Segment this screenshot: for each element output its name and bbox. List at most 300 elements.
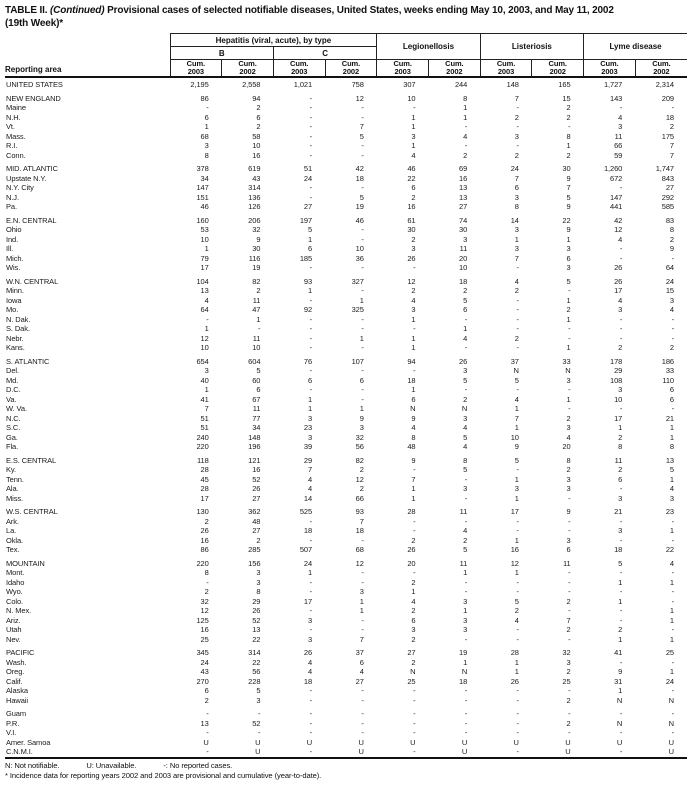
cell-value: 6 [204,112,209,122]
row-label: Conn. [6,150,26,160]
cell-value: - [309,366,313,375]
cell-value: U [222,747,274,758]
cell-value: 3 [308,413,313,423]
cell-value: 2 [618,625,623,634]
cell-value: 1 [669,667,674,676]
cell-value: 758 [351,80,364,89]
cell-value: 186 [661,356,674,366]
cell-value: 26 [510,676,519,686]
row-label: Ariz. [6,615,21,625]
cell-value: 4 [618,234,623,244]
cell-value: - [413,718,416,728]
cell-value: 4 [204,295,209,305]
cell-value: 244 [454,80,468,89]
cell-value: 34 [200,173,209,183]
table-row [5,475,687,485]
cell-value: 3 [256,695,261,705]
cell-value: - [619,709,623,718]
table-row [5,423,687,433]
cell-value: 5 [359,131,364,141]
cell-value: - [361,103,364,112]
table-row [5,113,687,123]
cell-value: 11 [614,455,623,465]
cell-value: 22 [407,173,416,183]
table-row [5,174,687,184]
row-label: NEW ENGLAND [6,93,61,103]
cell-value: - [361,225,364,234]
row-label: MID. ATLANTIC [6,164,58,173]
cell-value: 285 [248,545,261,554]
cell-value: 6 [566,545,571,554]
cell-value: - [361,263,364,272]
table-row [5,747,687,758]
row-label: Ind. [6,234,19,244]
row-label: Wash. [6,657,27,667]
cell-value: - [361,324,364,333]
row-label: N.J. [6,192,19,202]
cell-value: N [513,366,519,375]
cell-value: 26 [252,484,261,493]
cell-value: - [619,568,623,577]
table-row [5,286,687,296]
cell-value: 24 [303,558,313,568]
region-row [5,507,687,517]
cell-value: 220 [196,558,209,568]
cell-value: 16 [459,173,468,183]
cell-value: - [568,606,571,615]
cell-value: 22 [562,215,571,225]
table-row [5,225,687,235]
cell-value: - [309,709,313,718]
table-row [5,141,687,151]
cell-value: - [361,112,364,122]
cell-value: 1 [669,474,674,484]
cell-value: - [464,493,468,503]
cell-value: 2 [669,122,674,131]
cell-value: 7 [514,173,519,183]
cell-value: 1 [618,634,623,644]
cell-value: U [635,747,687,758]
row-label: Kans. [6,343,25,352]
cell-value: 19 [459,648,468,657]
cell-value: - [568,587,571,596]
cell-value: - [206,314,209,324]
cell-value: - [619,535,623,545]
table-row [5,719,687,729]
cell-value: - [568,634,571,644]
cell-value: - [568,286,571,295]
cell-value: 52 [252,718,261,728]
row-label: S. Dak. [6,324,30,333]
row-label: Vt. [6,122,15,131]
cell-value: 26 [407,545,416,554]
cell-value: - [619,183,623,192]
cell-value: 6 [411,183,416,192]
cell-value: - [377,747,429,758]
cell-value: - [568,516,571,526]
cell-value: 6 [204,686,209,695]
cell-value: 22 [252,634,261,644]
cell-value: U [203,737,209,747]
cell-value: 1 [411,493,416,503]
cell-value: 2 [256,286,261,295]
cell-value: 7 [669,141,674,150]
row-label: V.I. [6,728,17,737]
cell-value: 8 [566,131,571,141]
table-header [5,34,687,78]
cell-value: 56 [355,442,364,451]
lyme-disease-header: Lyme disease [584,34,687,60]
cell-value: - [516,718,519,728]
cell-value: - [516,625,519,634]
cell-value: U [513,737,519,747]
row-label: Colo. [6,596,24,606]
cell-value: 32 [200,596,209,606]
table-row [5,494,687,504]
cell-value: - [568,385,571,394]
cell-value: 43 [252,173,261,183]
cell-value: 1 [618,596,623,606]
cell-value: 2,195 [190,80,209,89]
cell-value: 9 [411,455,416,465]
cell-value: 1 [669,606,674,615]
cell-value: - [309,183,313,192]
cell-value: 1 [308,286,313,295]
cell-value: 4 [411,423,416,432]
table-row [5,696,687,706]
table-row [5,244,687,254]
cell-value: - [361,615,364,625]
cell-value: - [671,686,674,695]
cell-value: - [619,103,623,112]
cell-value: 6 [411,615,416,625]
cell-value: - [309,333,313,343]
cell-value: 32 [252,225,261,234]
cell-value: 197 [299,215,313,225]
cell-value: 143 [610,93,623,103]
cell-value: 28 [200,465,209,474]
cell-value: 13 [459,183,468,192]
cell-value: 619 [248,164,261,173]
legend-no-reported-cases: -: No reported cases. [163,760,233,770]
cell-value: 6 [514,183,519,192]
cell-value: 1 [669,423,674,432]
cell-value: 16 [510,545,519,554]
cell-value: 18 [355,173,364,183]
row-label: W.N. CENTRAL [6,276,59,286]
cell-value: - [568,526,571,535]
cell-value: 1 [566,343,571,352]
cell-value: 8 [256,587,261,596]
cell-value: - [413,465,416,474]
cell-value: 1 [566,141,571,150]
cell-value: 18 [459,676,468,686]
cell-value: - [413,695,416,705]
cell-value: 13 [252,625,261,634]
cell-value: 327 [351,276,364,286]
cell-value: 1 [514,474,519,484]
table-row [5,324,687,334]
cell-value: 3 [359,587,364,596]
table-row [5,193,687,203]
cell-value: 11 [252,333,261,343]
cell-value: 240 [196,432,209,442]
cell-value: 1 [514,667,519,676]
cell-value: 126 [248,202,261,211]
cell-value: - [671,516,674,526]
cell-value: - [309,577,313,587]
cell-value: - [619,484,623,493]
legionellosis-header: Legionellosis [377,34,480,60]
cell-value: 1 [463,324,468,333]
hep-c-cum-2002-header: Cum. 2002 [325,60,377,78]
row-label: D.C. [6,385,21,394]
cell-value: 3 [566,244,571,253]
hep-b-header: B [170,47,273,60]
cell-value: 2 [566,413,571,423]
cell-value: 26 [614,263,623,272]
cell-value: 1 [256,314,261,324]
cell-value: - [671,596,674,606]
cell-value: 3 [308,432,313,442]
cell-value: - [413,526,416,535]
cell-value: - [413,324,416,333]
cell-value: 1 [566,394,571,404]
cell-value: 12 [510,558,519,568]
cell-value: 52 [252,615,261,625]
cell-value: 5 [514,375,519,385]
cell-value: 9 [566,202,571,211]
cell-value: 4 [308,657,313,667]
cell-value: 8 [669,442,674,451]
cell-value: 2 [411,192,416,202]
cell-value: N [461,404,468,413]
cell-value: 43 [200,667,209,676]
cell-value: 41 [614,648,623,657]
cell-value: - [309,728,313,737]
cell-value: 9 [514,442,519,451]
cell-value: - [619,615,623,625]
cell-value: - [464,587,468,596]
cell-value: 2 [566,465,571,474]
cell-value: 66 [614,141,623,150]
cell-value: 2 [256,122,261,131]
table-row [5,296,687,306]
cell-value: 10 [510,432,519,442]
cell-value: 37 [355,648,364,657]
cell-value: 5 [514,455,519,465]
cell-value: 9 [566,225,571,234]
cell-value: - [309,385,313,394]
cell-value: 4 [463,131,468,141]
cell-value: 7 [308,465,313,474]
cell-value: - [361,568,364,577]
cell-value: - [361,234,364,244]
cell-value: 30 [252,244,261,253]
cell-value: 93 [303,276,313,286]
cell-value: - [361,314,364,324]
cell-value: 209 [661,93,674,103]
row-label: Ohio [6,225,22,234]
cell-value: 7 [359,122,364,131]
row-label: Alaska [6,686,28,695]
cell-value: - [671,333,674,343]
cell-value: 48 [252,516,261,526]
cell-value: 378 [196,164,209,173]
row-label: Md. [6,375,19,385]
cell-value: - [309,192,313,202]
cell-value: - [206,577,209,587]
cell-value: 3 [359,423,364,432]
cell-value: 1 [411,122,416,131]
lyme-cum-2003-header: Cum. 2003 [584,60,636,78]
table-row [5,625,687,635]
cell-value: - [619,404,623,413]
cell-value: - [309,516,313,526]
cell-value: 1,727 [603,80,623,89]
cell-value: 4 [411,596,416,606]
row-label: Oreg. [6,667,25,676]
cell-value: 32 [562,648,571,657]
cell-value: - [413,516,416,526]
cell-value: 18 [407,375,416,385]
cell-value: 10 [355,244,364,253]
cell-value: 4 [618,112,623,122]
cell-value: N [668,718,674,728]
row-label: La. [6,526,17,535]
cell-value: 3 [204,141,209,150]
cell-value: - [257,728,261,737]
cell-value: 1 [411,112,416,122]
table-row [5,526,687,536]
cell-value: 1 [308,404,313,413]
cell-value: 46 [200,202,209,211]
table-row [5,709,687,719]
cell-value: N [616,718,623,728]
cell-value: 13 [200,718,209,728]
row-label: N.H. [6,112,21,122]
cell-value: 27 [252,526,261,535]
row-label: Miss. [6,493,23,503]
cell-value: - [619,244,623,253]
cell-value: 9 [566,173,571,183]
cell-value: 8 [618,442,623,451]
cell-value: 2 [411,577,416,587]
cell-value: 3 [514,225,519,234]
cell-value: 2 [256,103,261,112]
cell-value: 61 [407,215,416,225]
cell-value: 9 [618,667,623,676]
title-week: (19th Week)* [5,17,64,29]
cell-value: - [413,728,416,737]
cell-value: 1 [618,686,623,695]
cell-value: 4 [669,484,674,493]
cell-value: 5 [308,225,313,234]
cell-value: 48 [407,442,416,451]
cell-value: 86 [200,545,209,554]
row-label: E.S. CENTRAL [6,455,57,465]
cell-value: - [309,587,313,596]
cell-value: 17 [200,263,209,272]
cell-value: 22 [665,545,674,554]
cell-value: 3 [514,192,519,202]
cell-value: 1 [514,493,519,503]
cell-value: 4 [618,295,623,305]
cell-value: 1 [411,484,416,493]
cell-value: 46 [407,164,416,173]
cell-value: 52 [252,474,261,484]
cell-value: - [257,324,261,333]
table-row [5,366,687,376]
cell-value: 10 [252,141,261,150]
region-row [5,277,687,287]
cell-value: - [619,314,623,324]
region-row [5,216,687,226]
cell-value: 1 [463,112,468,122]
cell-value: 1 [669,432,674,442]
cell-value: 29 [614,366,623,375]
cell-value: 3 [308,615,313,625]
row-label: Tex. [6,545,20,554]
table-row [5,442,687,452]
cell-value: 12 [200,333,209,343]
cell-value: 2 [669,343,674,352]
row-label: E.N. CENTRAL [6,215,57,225]
cell-value: 1 [411,141,416,150]
table-row [5,635,687,645]
cell-value: 6 [669,385,674,394]
table-row [5,334,687,344]
cell-value: 20 [562,442,571,451]
table-row [5,677,687,687]
cell-value: 9 [566,507,571,516]
cell-value: 27 [459,202,468,211]
cell-value: 9 [359,413,364,423]
table-row [5,616,687,626]
cell-value: - [309,606,313,615]
cell-value: 151 [196,192,209,202]
cell-value: 3 [411,131,416,141]
row-label: N.Y. City [6,183,34,192]
hepatitis-group-header: Hepatitis (viral, acute), by type [170,34,377,47]
cell-value: 147 [610,192,623,202]
cell-value: 4 [308,474,313,484]
cell-value: - [464,343,468,352]
row-label: Guam [6,709,27,718]
cell-value: 8 [204,568,209,577]
cell-value: - [309,122,313,131]
cell-value: 1 [308,568,313,577]
cell-value: - [464,695,468,705]
legionellosis-cum-2002-header: Cum. 2002 [428,60,480,78]
row-label: Pa. [6,202,17,211]
cell-value: 4 [308,667,313,676]
cell-value: 6 [463,305,468,314]
cell-value: 2 [411,657,416,667]
cell-value: 21 [665,413,674,423]
row-label: N. Dak. [6,314,31,324]
cell-value: 1 [514,535,519,545]
cell-value: 1 [669,634,674,644]
cell-value: U [616,737,623,747]
cell-value: 6 [256,385,261,394]
cell-value: 14 [510,215,519,225]
legionellosis-cum-2003-header: Cum. 2003 [377,60,429,78]
cell-value: 7 [204,404,209,413]
cell-value: 12 [407,276,416,286]
cell-value: 2 [566,695,571,705]
cell-value: - [516,305,519,314]
